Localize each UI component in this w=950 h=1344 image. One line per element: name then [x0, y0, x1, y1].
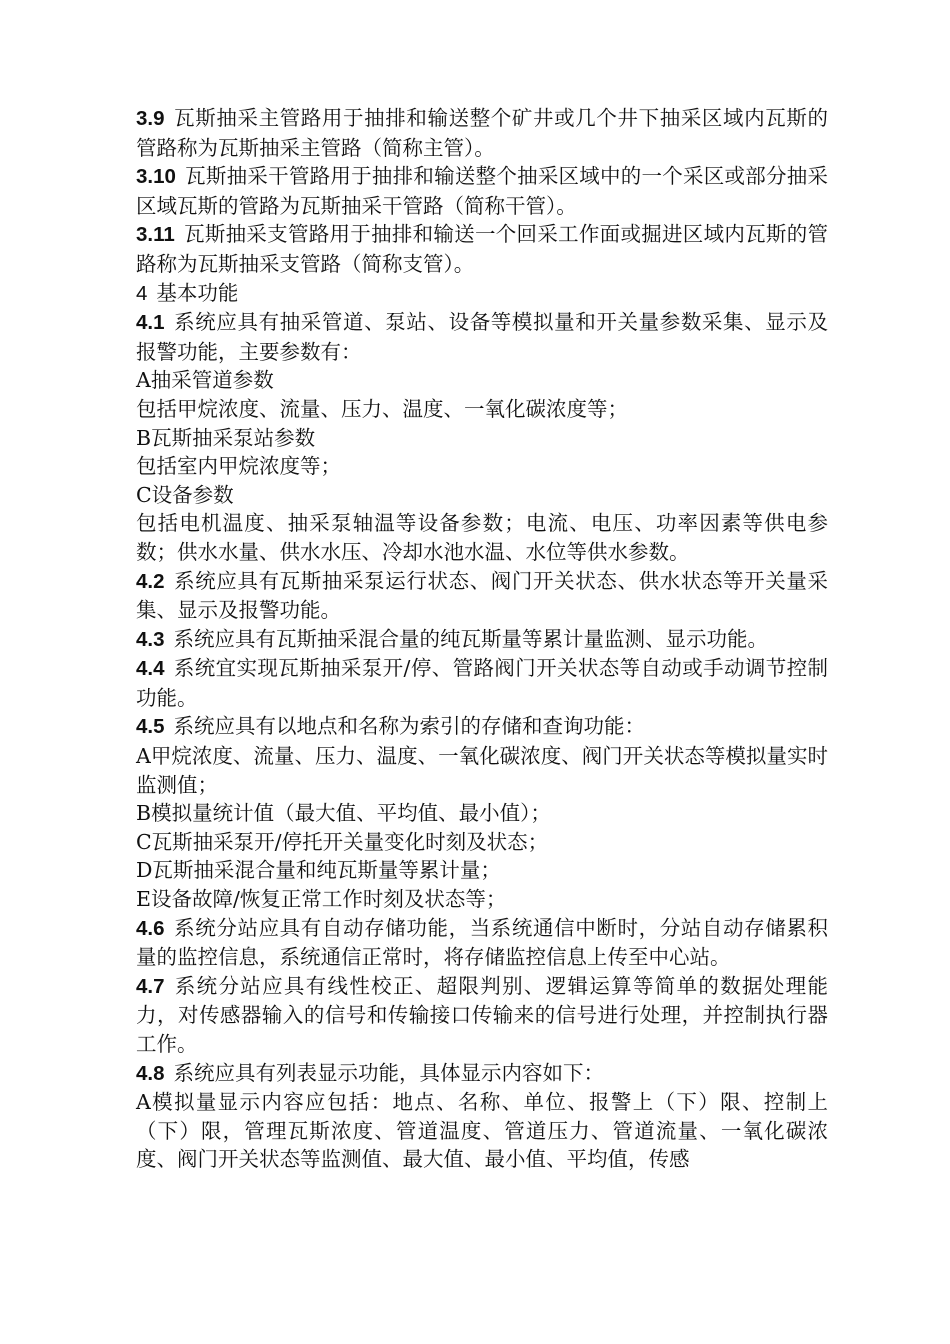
section-number: 4	[136, 281, 148, 305]
paragraph	[136, 279, 828, 309]
paragraph	[136, 481, 828, 510]
document-page	[136, 104, 828, 1174]
paragraph	[136, 567, 828, 625]
paragraph-text: 系统应具有瓦斯抽采混合量的纯瓦斯量等累计量监测、显示功能。	[173, 626, 768, 651]
paragraph	[136, 1088, 828, 1174]
section-number: 3.10	[136, 165, 176, 189]
section-number: 4.4	[136, 657, 165, 681]
paragraph	[136, 1059, 828, 1089]
paragraph	[136, 452, 828, 481]
section-number: 4.8	[136, 1061, 165, 1085]
paragraph	[136, 828, 828, 857]
paragraph	[136, 625, 828, 655]
paragraph	[136, 424, 828, 453]
paragraph	[136, 856, 828, 885]
paragraph-text: 包括电机温度、抽采泵轴温等设备参数；电流、电压、功率因素等供电参数；供水水量、供水水压、冷却水池水温、水位等供水参数。	[136, 511, 828, 564]
paragraph	[136, 799, 828, 828]
paragraph-text: A模拟量显示内容应包括：地点、名称、单位、报警上（下）限、控制上（下）限，管理瓦斯浓度、管道温度、管道压力、管道流量、一氧化碳浓度、阀门开关状态等监测值、最大值、最小值、平均值，传感	[136, 1090, 828, 1172]
paragraph	[136, 104, 828, 162]
paragraph-text: 系统分站应具有自动存储功能，当系统通信中断时，分站自动存储累积量的监控信息，系统通信正常时，将存储监控信息上传至中心站。	[136, 915, 828, 970]
paragraph	[136, 972, 828, 1059]
paragraph	[136, 162, 828, 220]
paragraph-text: B瓦斯抽采泵站参数	[136, 425, 316, 450]
paragraph-text: A甲烷浓度、流量、压力、温度、一氧化碳浓度、阀门开关状态等模拟量实时监测值；	[136, 744, 828, 797]
paragraph	[136, 366, 828, 395]
paragraph-text: D瓦斯抽采混合量和纯瓦斯量等累计量；	[136, 858, 501, 883]
paragraph-text: 系统应具有抽采管道、泵站、设备等模拟量和开关量参数采集、显示及报警功能，主要参数有：	[136, 310, 828, 364]
paragraph	[136, 712, 828, 742]
section-number: 4.6	[136, 916, 165, 940]
paragraph-text: 系统应具有以地点和名称为索引的存储和查询功能：	[173, 714, 645, 739]
section-number: 4.2	[136, 569, 165, 593]
paragraph-text: 包括甲烷浓度、流量、压力、温度、一氧化碳浓度等；	[136, 396, 628, 421]
paragraph-text: C瓦斯抽采泵开/停托开关量变化时刻及状态；	[136, 829, 549, 854]
section-number: 4.1	[136, 311, 165, 335]
paragraph	[136, 654, 828, 712]
section-number: 3.11	[136, 223, 175, 247]
paragraph-text: 瓦斯抽采支管路用于抽排和输送一个回采工作面或掘进区域内瓦斯的管路称为瓦斯抽采支管路（简称支管）。	[136, 222, 828, 276]
paragraph	[136, 395, 828, 424]
paragraph	[136, 742, 828, 799]
paragraph-text: B模拟量统计值（最大值、平均值、最小值）；	[136, 801, 551, 826]
paragraph-text: 瓦斯抽采干管路用于抽排和输送整个抽采区域中的一个采区或部分抽采区域瓦斯的管路为瓦斯抽采干管路（简称干管）。	[136, 164, 828, 218]
paragraph	[136, 509, 828, 566]
paragraph-text: 瓦斯抽采主管路用于抽排和输送整个矿井或几个井下抽采区域内瓦斯的管路称为瓦斯抽采主管路（简称主管）。	[136, 106, 828, 160]
paragraph-text: C设备参数	[136, 482, 234, 507]
section-number: 3.9	[136, 107, 165, 130]
section-number: 4.3	[136, 627, 165, 651]
paragraph-text: 系统应具有瓦斯抽采泵运行状态、阀门开关状态、供水状态等开关量采集、显示及报警功能。	[136, 568, 828, 623]
paragraph-text: A抽采管道参数	[136, 368, 274, 393]
paragraph	[136, 220, 828, 278]
paragraph-text: 系统应具有列表显示功能，具体显示内容如下：	[173, 1060, 604, 1085]
section-number: 4.7	[136, 974, 165, 998]
paragraph-text: E设备故障/恢复正常工作时刻及状态等；	[136, 887, 507, 912]
section-number: 4.5	[136, 715, 165, 739]
paragraph	[136, 885, 828, 914]
paragraph	[136, 308, 828, 366]
paragraph-text: 系统宜实现瓦斯抽采泵开/停、管路阀门开关状态等自动或手动调节控制功能。	[136, 656, 828, 710]
paragraph-text: 包括室内甲烷浓度等；	[136, 454, 341, 479]
paragraph-text: 系统分站应具有线性校正、超限判别、逻辑运算等简单的数据处理能力，对传感器输入的信号和传输接口传输来的信号进行处理，并控制执行器工作。	[136, 973, 828, 1056]
paragraph	[136, 914, 828, 972]
paragraph-text: 基本功能	[156, 280, 239, 305]
